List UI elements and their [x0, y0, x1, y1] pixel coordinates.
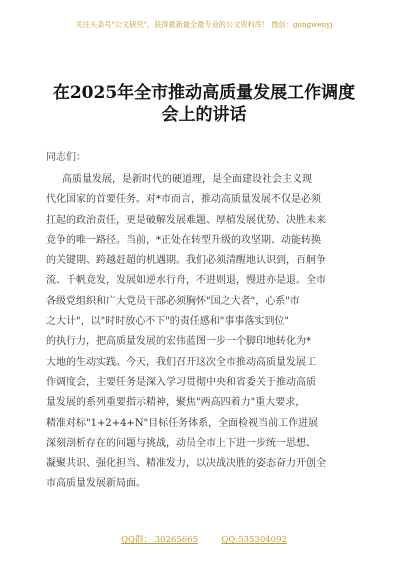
salutation: 同志们：	[46, 152, 86, 163]
body-line: 代化国家的首要任务。对*市而言，推动高质量发展不仅是必须	[46, 194, 321, 206]
body-line: 高质量发展，是新时代的硬道理，是全面建设社会主义现	[62, 174, 312, 185]
body-paragraph	[46, 170, 368, 495]
body-line: 流、千帆竞发，发展如逆水行舟，不进则退，慢进亦是退。全市	[46, 275, 326, 287]
body-line: 作调度会，主要任务是深入学习贯彻中央和省委关于推动高质	[46, 376, 316, 388]
qq-contact-link[interactable]: QQ:535304092	[221, 535, 287, 545]
body-line: 之大计"，以"时时放心不下"的责任感和"事事落实到位"	[46, 316, 289, 328]
body-line: 竞争的唯一路径。当前，*正处在转型升级的攻坚期、动能转换	[46, 234, 321, 246]
body-line: 精准对标"1+2+4+N"目标任务体系，全面检视当前工作进展	[46, 417, 319, 429]
body-line: 深刻剖析存在的问题与挑战，动员全市上下进一步统一思想、	[46, 437, 316, 449]
title-line-1: 在2025年全市推动高质量发展工作调度	[52, 83, 356, 103]
header-banner-text: 关注头条号"公文研究"，获得最新最全最专业的公文资料库！ 微信：gongwenyj	[75, 20, 333, 29]
body-line: 的执行力，把高质量发展的宏伟蓝图一步一个脚印地转化为*	[46, 336, 311, 348]
body-line: 量发展的系列重要指示精神，聚焦"两高四着力"重大要求，	[46, 397, 306, 409]
document-title	[40, 82, 368, 126]
body-line: 扛起的政治责任，更是破解发展难题、厚植发展优势、决胜未来	[46, 214, 326, 226]
body-line: 各级党组织和广大党员干部必须胸怀"国之大者"，心系"市	[46, 295, 300, 307]
body-line: 凝聚共识、强化担当、精准发力，以决战决胜的姿态奋力开创全	[46, 458, 326, 470]
body-line: 的关键期、跨越赶超的机遇期。我们必须清醒地认识到，百舸争	[46, 255, 326, 267]
body-line: 大地的生动实践。今天，我们召开这次全市推动高质量发展工	[46, 356, 316, 368]
title-line-2: 会上的讲话	[161, 105, 247, 125]
footer-contact	[0, 534, 408, 546]
body-line: 市高质量发展新局面。	[46, 478, 146, 490]
header-banner	[0, 20, 408, 30]
qq-group-link[interactable]: QQ群： 30265665	[121, 535, 198, 545]
